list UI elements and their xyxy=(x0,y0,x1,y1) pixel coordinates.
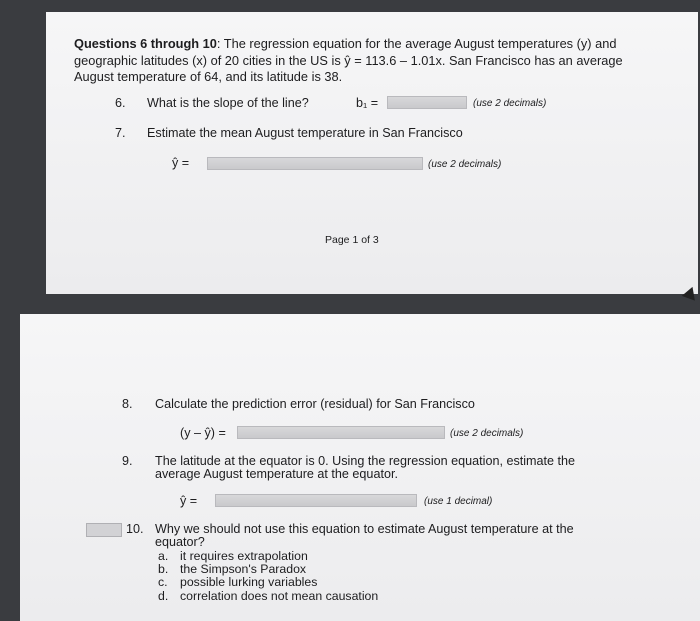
intro-paragraph xyxy=(74,36,634,86)
intro-bold: Questions 6 through 10 xyxy=(74,36,217,51)
choice-d-letter: d. xyxy=(158,589,169,603)
q6-hint: (use 2 decimals) xyxy=(473,98,547,109)
q10-text-line1: Why we should not use this equation to estimate August temperature at the xyxy=(155,522,574,536)
choice-a-text: it requires extrapolation xyxy=(180,549,308,563)
choice-c-letter: c. xyxy=(158,575,168,589)
q8-number: 8. xyxy=(122,397,133,411)
q9-hint: (use 1 decimal) xyxy=(424,496,493,507)
q9-number: 9. xyxy=(122,454,133,468)
choice-b-text: the Simpson's Paradox xyxy=(180,562,307,576)
intro-text: : The regression equation for the average August temperatures (y) and geographic latitudes (x) of 20 cities in the US is ŷ = 113.6 – 1.01x. San Francisco has an average August temperature of 64, and its latitude is 38. xyxy=(74,36,623,84)
q7-number: 7. xyxy=(115,126,126,140)
choice-d-text: correlation does not mean causation xyxy=(180,589,379,603)
page-footer: Page 1 of 3 xyxy=(325,234,379,246)
q9-answer-field[interactable] xyxy=(215,494,417,507)
q9-label: ŷ = xyxy=(180,494,198,508)
q6-text: What is the slope of the line? xyxy=(147,96,309,110)
q8-text: Calculate the prediction error (residual) for San Francisco xyxy=(155,397,475,411)
choice-b-letter: b. xyxy=(158,562,169,576)
q10-text-line2: equator? xyxy=(155,535,205,549)
q7-text: Estimate the mean August temperature in San Francisco xyxy=(147,126,463,140)
q7-hint: (use 2 decimals) xyxy=(428,159,502,170)
choice-c-text: possible lurking variables xyxy=(180,575,318,589)
q10-answer-box[interactable] xyxy=(86,523,122,537)
q9-text-line2: average August temperature at the equator. xyxy=(155,467,398,481)
q8-answer-field[interactable] xyxy=(237,426,445,439)
q6-number: 6. xyxy=(115,96,126,110)
choice-a-letter: a. xyxy=(158,549,169,563)
q6-label: b₁ = xyxy=(356,96,379,110)
q9-text-line1: The latitude at the equator is 0. Using the regression equation, estimate the xyxy=(155,454,576,468)
q7-label: ŷ = xyxy=(172,156,190,170)
q7-answer-field[interactable] xyxy=(207,157,423,170)
q10-number: 10. xyxy=(126,522,144,536)
q8-label: (y – ŷ) = xyxy=(180,426,226,440)
q8-hint: (use 2 decimals) xyxy=(450,428,524,439)
q6-answer-field[interactable] xyxy=(387,96,467,109)
